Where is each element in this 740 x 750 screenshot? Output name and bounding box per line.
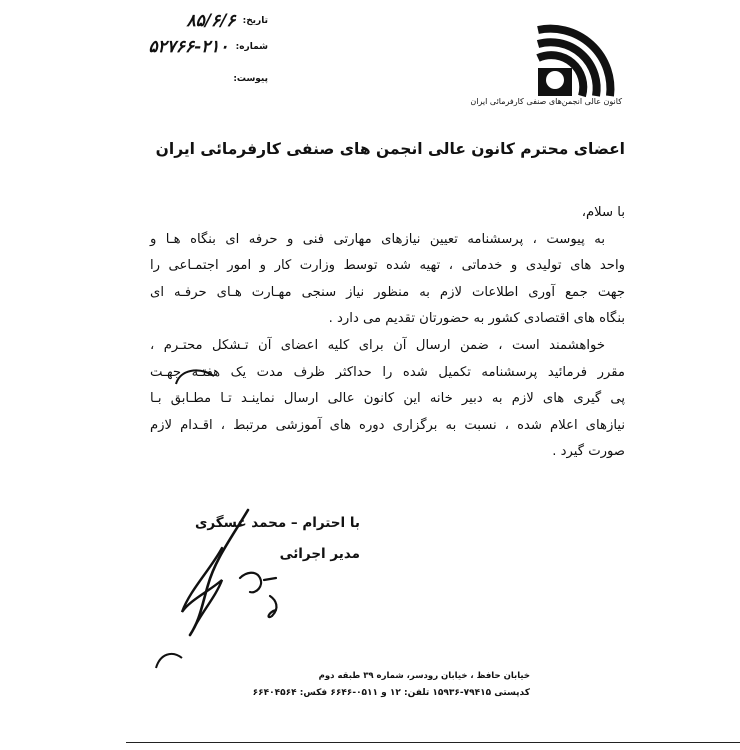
paragraph-1-line: بنگاه های اقتصادی کشور به حضورتان تقدیم می دارد .	[328, 311, 625, 327]
paragraph-2-line: صورت گیرد .	[552, 444, 625, 460]
footer-address: خیابان حافظ ، خیابان رودسر، شماره ۳۹ طبقه دوم	[318, 671, 530, 681]
footer-contact: کدپستی ۷۹۴۱۵-۱۵۹۳۶ تلفن: ۱۲ و ۰۵۱۱-۶۶۴۶ فکس: ۶۶۴۰۴۵۶۴	[252, 688, 530, 698]
paragraph-1-line: واحد های تولیدی و خدماتی ، تهیه شده توسط وزارت کار و امور اجتمـاعی را	[150, 258, 625, 274]
signature-title: مدیر اجرائی	[279, 546, 360, 562]
paragraph-2-line: پی گیری های لازم به دبیر خانه این کانون عالی ارسال نماینـد تـا مطـابق بـا	[150, 391, 625, 407]
number-row	[128, 36, 268, 62]
logo-caption: کانون عالی انجمن‌های صنفی کارفرمائی ایران	[470, 97, 622, 106]
paragraph-1	[150, 227, 625, 333]
paragraph-2-line: خواهشمند است ، ضمن ارسال آن برای کلیه اعضای آن تـشکل محتـرم ،	[150, 337, 605, 353]
paragraph-2	[150, 333, 625, 466]
date-label: تاریخ:	[242, 15, 268, 26]
number-label: شماره:	[235, 41, 268, 52]
paragraph-2-line: مقرر فرمائید پرسشنامه تکمیل شده را حداکثر ظرف مدت یک هفتـه جهـت	[150, 364, 625, 380]
paragraph-1-line: به پیوست ، پرسشنامه تعیین نیازهای مهارتی فنی و حرفه ای بنگاه هـا و	[150, 231, 605, 247]
letter-footer	[230, 668, 530, 702]
date-value: ۸۵/۶/۶	[186, 10, 236, 31]
attachment-label: پیوست:	[233, 74, 268, 84]
pen-stroke-mark	[150, 640, 190, 680]
greeting: با سلام،	[581, 205, 625, 220]
letter-body	[150, 200, 625, 466]
date-row	[128, 10, 268, 36]
letter-heading: اعضای محترم کانون عالی انجمن های صنفی کارفرمائی ایران	[155, 140, 625, 158]
signature-regards: با احترام – محمد عسگری	[195, 515, 360, 531]
bottom-divider	[126, 742, 740, 743]
paragraph-1-line: جهت جمع آوری اطلاعات لازم به منظور نیاز سنجی مهـارت هـای حرفـه ای	[150, 284, 625, 300]
paragraph-2-line: نیازهای اعلام شده ، نسبت به برگزاری دوره های آموزشی مرتبط ، اقـدام لازم	[150, 417, 625, 433]
attachment-row	[128, 62, 268, 88]
organization-logo	[520, 18, 620, 108]
letter-meta	[128, 10, 268, 88]
handwritten-signature	[160, 500, 300, 645]
number-value: ۵۲۷۶۶-۲۱۰	[148, 36, 229, 57]
handwritten-mark	[170, 362, 220, 392]
